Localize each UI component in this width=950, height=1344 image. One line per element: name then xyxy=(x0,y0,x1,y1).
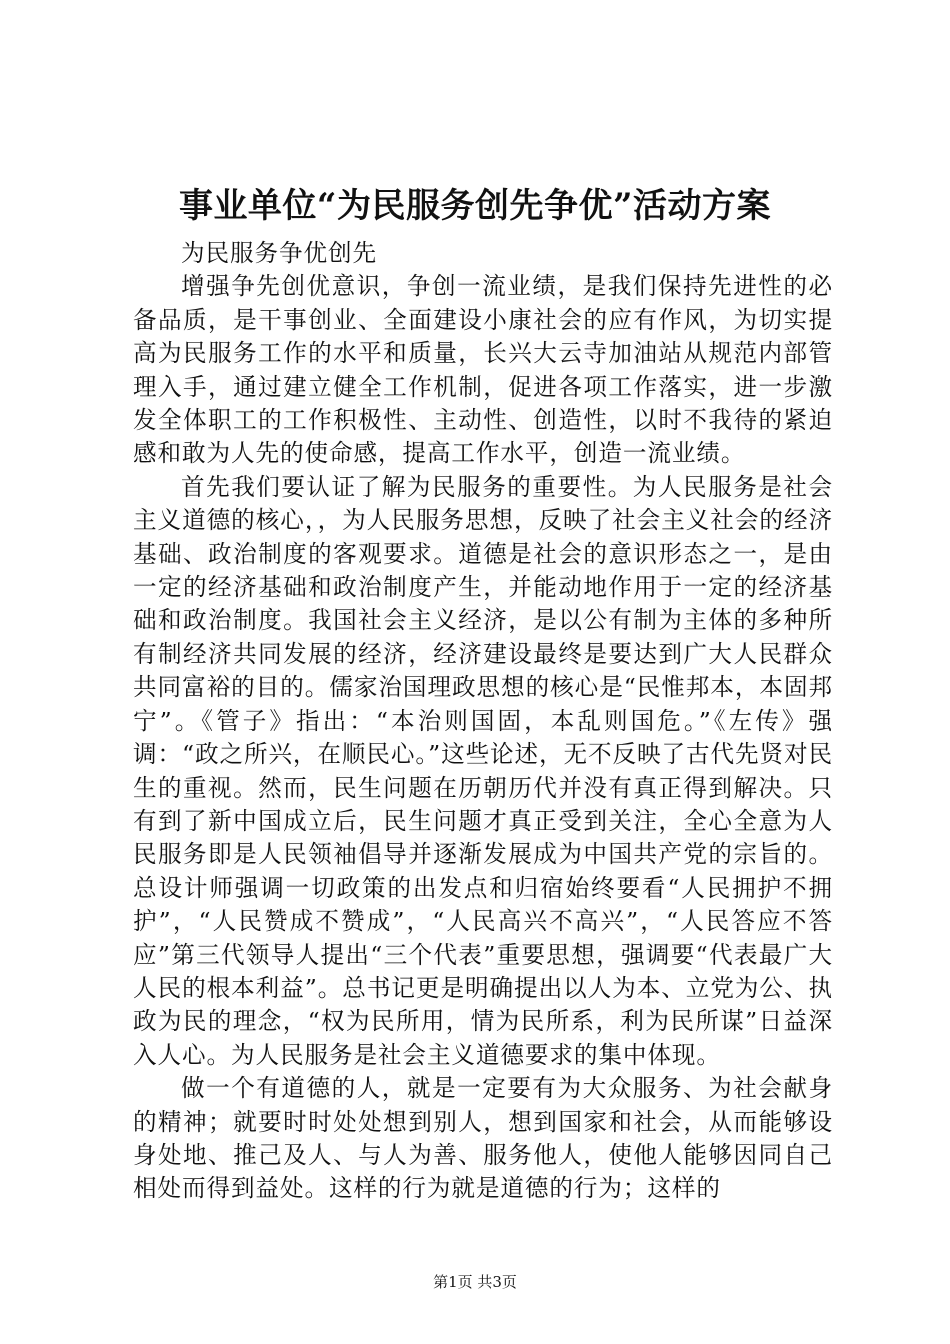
page-number-footer: 第1页 共3页 xyxy=(433,1273,517,1291)
document-title: 事业单位“为民服务创先争优”活动方案 xyxy=(178,186,772,226)
paragraph-3: 做一个有道德的人，就是一定要有为大众服务、为社会献身的精神；就要时时处处想到别人，想到国家和社会，从而能够设身处地、推己及人、与人为善、服务他人，使他人能够因同自己相处而得到益处。这样的行为就是道德的行为；这样的 xyxy=(133,1074,833,1203)
document-body xyxy=(133,237,833,1206)
paragraph-2: 首先我们要认证了解为民服务的重要性。为人民服务是社会主义道德的核心，，为人民服务思想，反映了社会主义社会的经济基础、政治制度的客观要求。道德是社会的意识形态之一，是由一定的经济基础和政治制度产生，并能动地作用于一定的经济基础和政治制度。我国社会主义经济，是以公有制为主体的多种所有制经济共同发展的经济，经济建设最终是要达到广大人民群众共同富裕的目的。儒家治国理政思想的核心是“民惟邦本，本固邦宁”。《管子》指出：“本治则国固，本乱则国危。”《左传》强调：“政之所兴，在顺民心。”这些论述，无不反映了古代先贤对民生的重视。然而，民生问题在历朝历代并没有真正得到解决。只有到了新中国成立后，民生问题才真正受到关注，全心全意为人民服务即是人民领袖倡导并逐渐发展成为中国共产党的宗旨的。总设计师强调一切政策的出发点和归宿始终要看“人民拥护不拥护”，“人民赞成不赞成”，“人民高兴不高兴”，“人民答应不答应”第三代领导人提出“三个代表”重要思想，强调要“代表最广大人民的根本利益”。总书记更是明确提出以人为本、立党为公、执政为民的理念，“权为民所用，情为民所系，利为民所谋”日益深入人心。为人民服务是社会主义道德要求的集中体现。 xyxy=(133,472,833,1069)
paragraph-1: 增强争先创优意识，争创一流业绩，是我们保持先进性的必备品质，是干事创业、全面建设小康社会的应有作风，为切实提高为民服务工作的水平和质量，长兴大云寺加油站从规范内部管理入手，通过建立健全工作机制，促进各项工作落实，进一步激发全体职工的工作积极性、主动性、创造性，以时不我待的紧迫感和敢为人先的使命感，提高工作水平，创造一流业绩。 xyxy=(133,272,833,468)
document-subtitle: 为民服务争优创先 xyxy=(181,239,377,267)
